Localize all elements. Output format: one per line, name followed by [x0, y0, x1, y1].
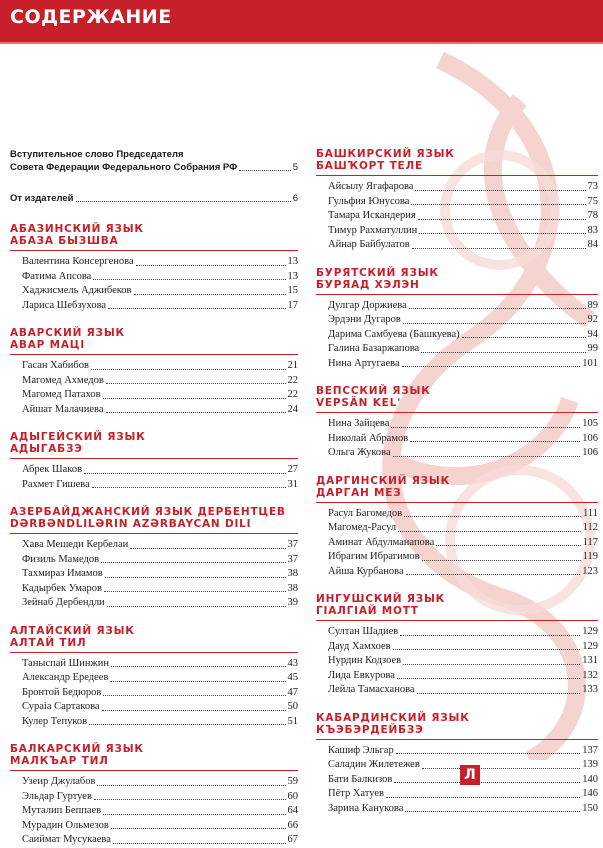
- leader-dots: [394, 782, 580, 783]
- leader-dots: [103, 398, 286, 399]
- leader-dots: [92, 487, 286, 488]
- section-title-native: ГІАЛГІАЙ МОТТ: [316, 605, 419, 617]
- page-number: 67: [287, 834, 298, 845]
- toc-entry[interactable]: [10, 359, 298, 374]
- language-section: [316, 148, 598, 253]
- toc-entry[interactable]: [316, 654, 598, 669]
- leader-dots: [97, 785, 285, 786]
- leader-dots: [412, 248, 586, 249]
- toc-entry[interactable]: [10, 403, 298, 418]
- toc-entry[interactable]: [10, 715, 298, 730]
- page-number: 132: [582, 669, 598, 681]
- page-number: 5: [292, 162, 298, 173]
- author-name: Сураiа Сартакова: [22, 701, 100, 712]
- toc-entry[interactable]: [10, 374, 298, 389]
- leader-dots: [130, 548, 285, 549]
- toc-entry[interactable]: [10, 775, 298, 790]
- section-divider: [10, 250, 298, 251]
- section-title-russian: АБАЗИНСКИЙ ЯЗЫК: [10, 223, 144, 235]
- author-name: Бати Балкизов: [328, 773, 393, 785]
- section-title-russian: БУРЯТСКИЙ ЯЗЫК: [316, 266, 439, 279]
- toc-entry[interactable]: [316, 507, 598, 522]
- toc-entry[interactable]: [10, 567, 298, 582]
- page-number: 21: [287, 360, 298, 371]
- language-section: [10, 743, 298, 848]
- page-number: 117: [582, 536, 598, 548]
- section-divider: [10, 533, 298, 534]
- page-number: 89: [587, 299, 598, 311]
- author-name: Абрек Шаков: [22, 464, 83, 475]
- section-title-native: АДЫГАБЗЭ: [10, 443, 83, 455]
- author-name: Бронтой Бедюров: [22, 686, 102, 698]
- author-name: Зарина Канукова: [328, 802, 404, 814]
- section-divider: [316, 739, 598, 740]
- author-name: Валентина Консергенова: [22, 256, 134, 267]
- section-divider: [316, 620, 598, 621]
- leader-dots: [405, 811, 580, 812]
- leader-dots: [106, 412, 286, 413]
- section-title-russian: АЗЕРБАЙДЖАНСКИЙ ЯЗЫК ДЕРБЕНТЦЕВ: [10, 506, 286, 518]
- leader-dots: [398, 531, 580, 532]
- author-name: Кулер Тепуков: [22, 715, 88, 727]
- author-name: Нина Зайцева: [328, 418, 390, 429]
- toc-entry[interactable]: [316, 744, 598, 759]
- leader-dots: [110, 681, 285, 682]
- intro-block: [10, 148, 298, 205]
- author-name: Саладин Жилетежев: [328, 759, 420, 770]
- leader-dots: [409, 308, 586, 309]
- toc-entry[interactable]: [316, 625, 598, 640]
- toc-entry[interactable]: [316, 357, 598, 372]
- leader-dots: [111, 828, 286, 829]
- author-name: Рахмет Гишева: [22, 478, 90, 490]
- page-number: 84: [587, 239, 598, 250]
- author-name: Александр Ередеев: [22, 672, 109, 683]
- author-name: Муталип Беппаев: [22, 805, 102, 816]
- language-section: [10, 327, 298, 417]
- leader-dots: [102, 710, 286, 711]
- leader-dots: [404, 516, 581, 517]
- author-name: Физиль Мамедов: [22, 553, 100, 565]
- toc-entry[interactable]: [10, 790, 298, 805]
- author-name: Лариса Шебзухова: [22, 299, 107, 311]
- page-number: 123: [582, 565, 598, 577]
- section-title-native: VEPSÄN KEL': [316, 397, 402, 409]
- section-title-russian: БАШКИРСКИЙ ЯЗЫК: [316, 148, 455, 160]
- section-title-russian: ВЕПССКИЙ ЯЗЫК: [316, 385, 431, 397]
- chairman-line-2: Совета Федерации Федерального Собрания РФ: [10, 162, 238, 173]
- page-number: 129: [582, 640, 598, 652]
- toc-entry[interactable]: [316, 550, 598, 565]
- section-title-native: МАЛКЪАР ТИЛ: [10, 755, 109, 767]
- leader-dots: [400, 635, 580, 636]
- author-name: Айшат Малачиева: [22, 403, 104, 415]
- author-name: Ольга Жукова: [328, 447, 391, 458]
- author-name: Таныспай Шинжин: [22, 657, 109, 669]
- page-number: 37: [287, 553, 298, 565]
- leader-dots: [402, 366, 581, 367]
- page-number: 38: [287, 568, 298, 579]
- toc-entry[interactable]: [316, 521, 598, 536]
- author-name: Узеир Джулабов: [22, 776, 96, 787]
- author-name: Лида Евкурова: [328, 669, 395, 681]
- author-name: Лейла Тамасханова: [328, 684, 415, 695]
- section-title-native: АВАР МАЦІ: [10, 339, 86, 351]
- page-number: 22: [287, 374, 298, 386]
- toc-entry[interactable]: [10, 657, 298, 672]
- leader-dots: [108, 308, 285, 309]
- leader-dots: [76, 201, 291, 202]
- page-number: 59: [287, 776, 298, 787]
- page-number: 94: [587, 328, 598, 340]
- language-section: [316, 267, 598, 372]
- leader-dots: [406, 574, 581, 575]
- leader-dots: [101, 562, 285, 563]
- leader-dots: [103, 695, 285, 696]
- author-name: Дауд Хамхоев: [328, 640, 391, 652]
- toc-right-column: [316, 148, 598, 816]
- section-title-russian: БАЛКАРСКИЙ ЯЗЫК: [10, 743, 144, 755]
- toc-entry[interactable]: [10, 284, 298, 299]
- toc-entry[interactable]: [316, 536, 598, 551]
- page-number: 75: [587, 195, 598, 207]
- leader-dots: [417, 693, 581, 694]
- page-number: 38: [287, 582, 298, 594]
- toc-entry[interactable]: [10, 299, 298, 314]
- toc-entry[interactable]: [316, 299, 598, 314]
- page-number: 6: [292, 193, 298, 204]
- section-title-native: ДАРГАН МЕЗ: [316, 486, 402, 499]
- author-name: Дарима Самбуева (Башкуева): [328, 328, 460, 340]
- page-number: 112: [582, 522, 598, 533]
- author-name: Ибрагим Ибрагимов: [328, 551, 420, 562]
- page-number: 73: [587, 181, 598, 192]
- page-number: 83: [587, 224, 598, 236]
- leader-dots: [89, 724, 285, 725]
- section-title-russian: АВАРСКИЙ ЯЗЫК: [10, 327, 125, 339]
- author-name: Магомед-Расул: [328, 522, 397, 533]
- leader-dots: [106, 383, 286, 384]
- leader-dots: [386, 797, 580, 798]
- page-number: 31: [287, 478, 298, 490]
- leader-dots: [393, 649, 581, 650]
- author-name: Гасан Хабибов: [22, 360, 89, 371]
- section-divider: [10, 354, 298, 355]
- toc-entry[interactable]: [10, 833, 298, 848]
- publishers-entry[interactable]: [10, 192, 298, 205]
- toc-left-column: [10, 148, 298, 848]
- section-title-native: DƏRBƏNDLILƏRIN AZƏRBAYCAN DILI: [10, 518, 252, 530]
- leader-dots: [422, 768, 580, 769]
- author-name: Гульфия Юнусова: [328, 195, 410, 207]
- leader-dots: [134, 294, 286, 295]
- page-number: 17: [287, 299, 298, 311]
- section-title-native: АБАЗА БЫЗШВА: [10, 235, 119, 247]
- page-number: 106: [582, 432, 598, 444]
- leader-dots: [403, 323, 586, 324]
- page-number: 131: [582, 655, 598, 666]
- section-title-russian: ДАРГИНСКИЙ ЯЗЫК: [316, 474, 450, 487]
- author-name: Галина Базаржапова: [328, 343, 420, 354]
- section-title-native: БУРЯАД ХЭЛЭН: [316, 278, 420, 291]
- leader-dots: [111, 666, 286, 667]
- language-section: [316, 385, 598, 461]
- leader-dots: [239, 170, 290, 171]
- page-number: 105: [582, 418, 598, 429]
- leader-dots: [93, 279, 285, 280]
- author-name: Магомед Патахов: [22, 389, 101, 400]
- page-title: СОДЕРЖАНИЕ: [10, 6, 172, 28]
- author-name: Айнар Байбулатов: [328, 239, 410, 250]
- author-name: Дулгар Доржиева: [328, 299, 407, 311]
- author-name: Николай Абрамов: [328, 432, 409, 444]
- page-number: 39: [287, 597, 298, 608]
- page-number: 60: [287, 790, 298, 802]
- leader-dots: [391, 427, 580, 428]
- leader-dots: [104, 591, 286, 592]
- author-name: Магомед Ахмедов: [22, 374, 104, 386]
- header-band: [0, 0, 603, 42]
- right-sections: [316, 148, 598, 816]
- page-number: 78: [587, 210, 598, 221]
- chairman-line-1: Вступительное слово Председателя: [10, 149, 184, 160]
- leader-dots: [84, 473, 285, 474]
- language-section: [316, 475, 598, 580]
- toc-entry[interactable]: [10, 671, 298, 686]
- section-divider: [10, 770, 298, 771]
- author-name: Тимур Рахматуллин: [328, 224, 418, 236]
- page-number: 119: [582, 551, 598, 562]
- page-number: 101: [582, 357, 598, 369]
- toc-entry[interactable]: [10, 270, 298, 285]
- leader-dots: [103, 814, 285, 815]
- leader-dots: [397, 678, 580, 679]
- page-number: 64: [287, 805, 298, 816]
- page-number: 50: [287, 701, 298, 712]
- toc-entry[interactable]: [316, 787, 598, 802]
- leader-dots: [436, 545, 580, 546]
- section-title-native: БАШҠОРТ ТЕЛЕ: [316, 160, 424, 172]
- toc-entry[interactable]: [316, 195, 598, 210]
- toc-entry[interactable]: [10, 463, 298, 478]
- toc-entry[interactable]: [10, 700, 298, 715]
- page-number: 13: [287, 270, 298, 282]
- leader-dots: [91, 369, 286, 370]
- section-title-native: КЪЭБЭРДЕЙБЗЭ: [316, 723, 424, 736]
- language-section: [316, 712, 598, 817]
- toc-entry[interactable]: [10, 596, 298, 611]
- author-name: Саиймат Мусукаева: [22, 834, 111, 845]
- page-number: 27: [287, 464, 298, 475]
- page-number: 150: [582, 802, 598, 814]
- page-number: 13: [287, 256, 298, 267]
- page-number: 146: [582, 788, 598, 799]
- leader-dots: [419, 233, 585, 234]
- leader-dots: [462, 337, 586, 338]
- section-divider: [316, 502, 598, 503]
- author-name: Тамара Искандерия: [328, 210, 416, 221]
- leader-dots: [418, 219, 586, 220]
- leader-dots: [396, 753, 581, 754]
- toc-entry[interactable]: [10, 582, 298, 597]
- author-name: Султан Шадиев: [328, 626, 399, 637]
- language-section: [316, 593, 598, 698]
- section-divider: [10, 458, 298, 459]
- page-number: 51: [287, 715, 298, 727]
- author-name: Хаджисмель Аджибеков: [22, 285, 132, 296]
- author-name: Хава Мешеди Кербелаи: [22, 539, 129, 550]
- page-number: 140: [582, 773, 598, 785]
- page-number: 99: [587, 343, 598, 354]
- page-number: 139: [582, 759, 598, 770]
- toc-entry[interactable]: [10, 686, 298, 701]
- author-name: Фатима Апсова: [22, 270, 92, 282]
- page-number: 133: [582, 684, 598, 695]
- toc-entry[interactable]: [316, 180, 598, 195]
- page-number: 45: [287, 672, 298, 683]
- page-number: 37: [287, 539, 298, 550]
- leader-dots: [411, 204, 585, 205]
- chairman-entry[interactable]: [10, 161, 298, 174]
- page-number: 22: [287, 389, 298, 400]
- author-name: Кашиф Эльгар: [328, 744, 394, 756]
- toc-entry[interactable]: [316, 683, 598, 698]
- leader-dots: [421, 352, 585, 353]
- leader-dots: [415, 190, 585, 191]
- leader-dots: [422, 560, 581, 561]
- section-divider: [10, 652, 298, 653]
- toc-entry[interactable]: [316, 773, 598, 788]
- author-name: Тахмираз Имамов: [22, 568, 103, 579]
- toc-entry[interactable]: [316, 417, 598, 432]
- language-section: [10, 431, 298, 492]
- language-section: [10, 625, 298, 730]
- toc-entry[interactable]: [316, 802, 598, 817]
- page-number: 43: [287, 657, 298, 669]
- toc-entry[interactable]: [316, 342, 598, 357]
- section-title-native: АЛТАЙ ТИЛ: [10, 636, 87, 649]
- left-sections: [10, 223, 298, 848]
- page-number: 106: [582, 447, 598, 458]
- section-divider: [316, 175, 598, 176]
- publishers-label: От издателей: [10, 193, 74, 204]
- section-divider: [316, 294, 598, 295]
- author-name: Аминат Абдулманапова: [328, 536, 435, 548]
- toc-entry[interactable]: [316, 432, 598, 447]
- author-name: Пётр Хатуев: [328, 788, 384, 799]
- toc-entry[interactable]: [316, 224, 598, 239]
- toc-entry[interactable]: [316, 209, 598, 224]
- leader-dots: [113, 843, 286, 844]
- publisher-logo-icon: Л: [460, 765, 480, 785]
- toc-entry[interactable]: [316, 446, 598, 461]
- header-divider: [0, 42, 603, 44]
- toc-entry[interactable]: [10, 388, 298, 403]
- toc-entry[interactable]: [316, 758, 598, 773]
- toc-entry[interactable]: [10, 819, 298, 834]
- author-name: Кадырбек Умаров: [22, 582, 102, 594]
- author-name: Мурадин Ольмезов: [22, 819, 109, 831]
- leader-dots: [393, 456, 581, 457]
- author-name: Эльдар Гуртуев: [22, 790, 92, 802]
- author-name: Зейнаб Дербендли: [22, 597, 105, 608]
- language-section: [10, 223, 298, 313]
- toc-entry[interactable]: [10, 255, 298, 270]
- toc-entry[interactable]: [10, 478, 298, 493]
- toc-entry[interactable]: [316, 238, 598, 253]
- section-title-russian: АДЫГЕЙСКИЙ ЯЗЫК: [10, 431, 146, 443]
- toc-entry[interactable]: [316, 313, 598, 328]
- author-name: Нурдин Кодзоев: [328, 655, 402, 666]
- page-number: 15: [287, 285, 298, 296]
- author-name: Расул Багомедов: [328, 507, 403, 519]
- section-title-russian: КАБАРДИНСКИЙ ЯЗЫК: [316, 711, 470, 724]
- page-number: 24: [287, 403, 298, 415]
- section-divider: [316, 412, 598, 413]
- author-name: Эрдэни Дугаров: [328, 314, 401, 325]
- author-name: Айша Курбанова: [328, 565, 404, 577]
- author-name: Айсылу Ягафарова: [328, 181, 414, 192]
- page-number: 137: [582, 744, 598, 756]
- page-number: 92: [587, 314, 598, 325]
- page-number: 66: [287, 819, 298, 831]
- language-section: [10, 506, 298, 611]
- leader-dots: [403, 664, 580, 665]
- leader-dots: [136, 265, 286, 266]
- leader-dots: [107, 606, 286, 607]
- page-number: 47: [287, 686, 298, 698]
- toc-entry[interactable]: [316, 640, 598, 655]
- section-title-russian: АЛТАЙСКИЙ ЯЗЫК: [10, 624, 135, 637]
- toc-entry[interactable]: [316, 328, 598, 343]
- toc-entry[interactable]: [10, 804, 298, 819]
- toc-entry[interactable]: [10, 553, 298, 568]
- leader-dots: [105, 577, 286, 578]
- toc-entry[interactable]: [316, 565, 598, 580]
- leader-dots: [410, 441, 580, 442]
- section-title-russian: ИНГУШСКИЙ ЯЗЫК: [316, 593, 446, 605]
- toc-entry[interactable]: [316, 669, 598, 684]
- page-number: 129: [582, 626, 598, 637]
- author-name: Нина Артугаева: [328, 357, 400, 369]
- page-number: 111: [583, 507, 598, 519]
- toc-entry[interactable]: [10, 538, 298, 553]
